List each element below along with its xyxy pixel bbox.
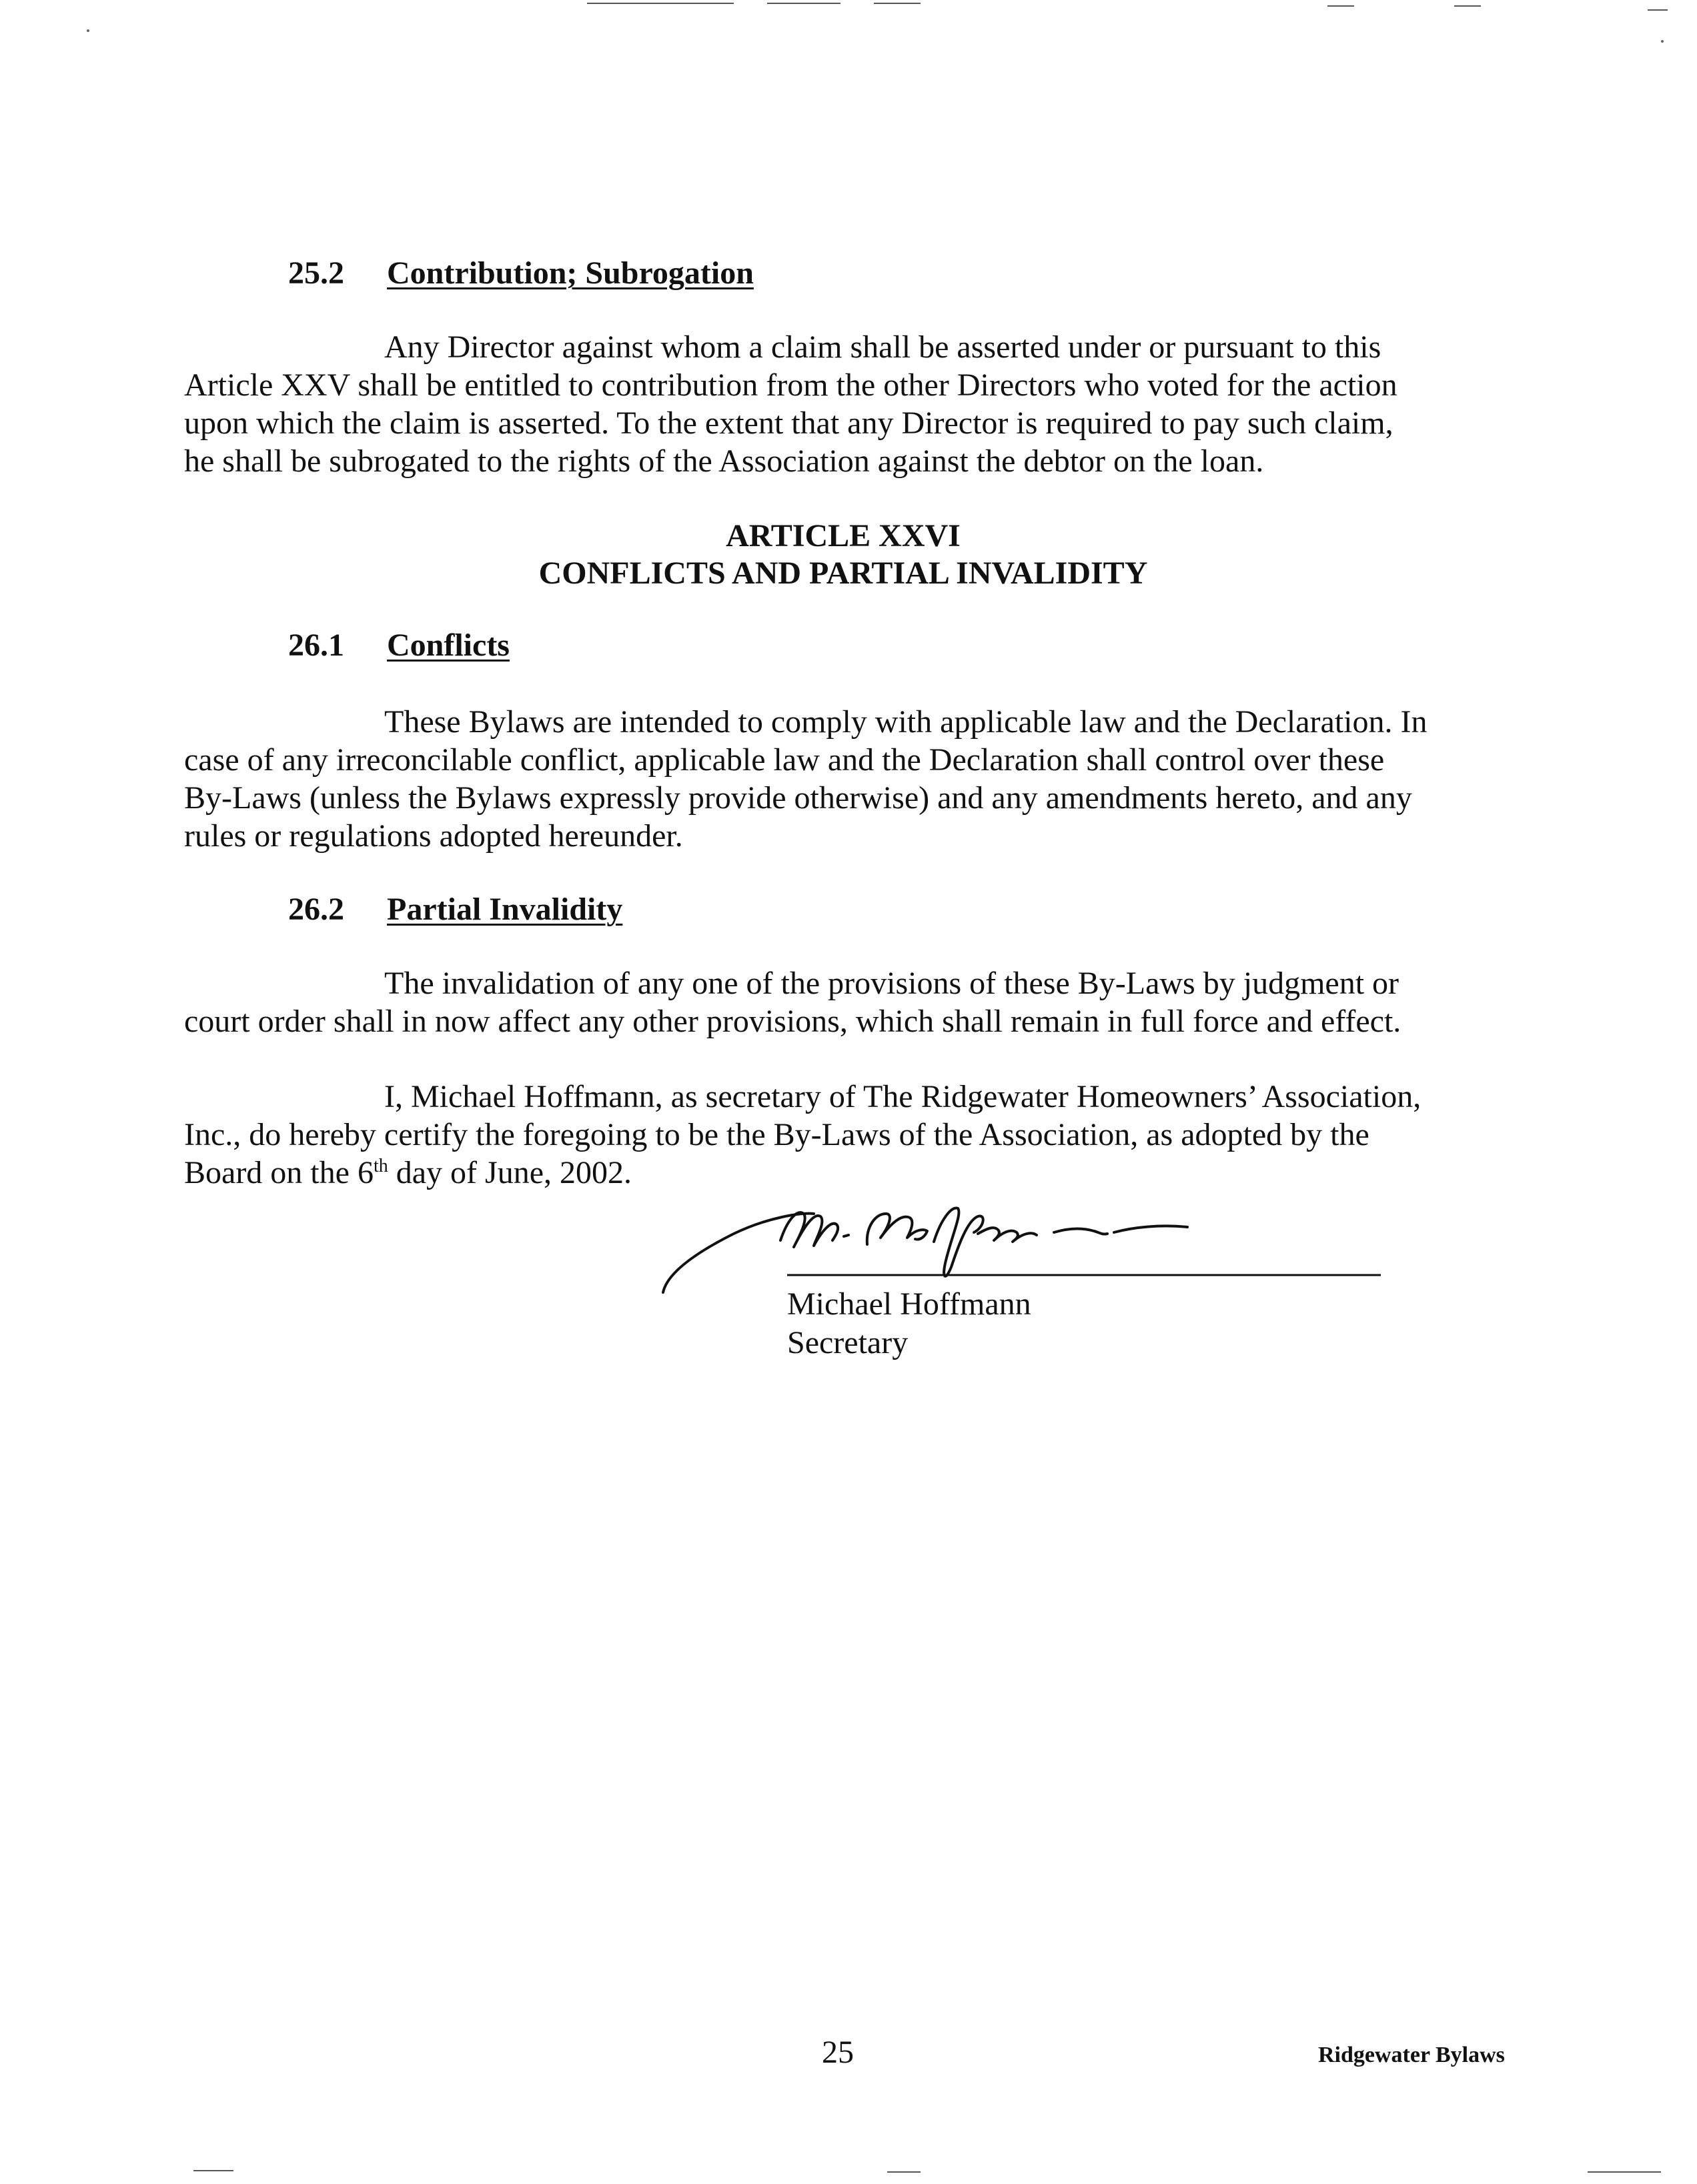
paragraph-line: court order shall in now affect any other provisions, which shall remain in full force and effect. [184, 1004, 1401, 1039]
signer-title: Secretary [787, 1325, 909, 1360]
scan-artifact [1661, 40, 1664, 43]
section-number: 26.1 [288, 628, 344, 663]
scan-artifact [1588, 2171, 1661, 2173]
article-title: CONFLICTS AND PARTIAL INVALIDITY [538, 556, 1148, 591]
handwritten-signature [654, 1194, 1428, 1294]
signature-block [654, 1194, 1428, 1394]
paragraph-line: Board on the 6th day of June, 2002. [184, 1155, 632, 1190]
footer-document-name: Ridgewater Bylaws [1318, 2043, 1505, 2067]
article-label: ARTICLE XXVI [726, 518, 961, 554]
paragraph-line: By-Laws (unless the Bylaws expressly provide otherwise) and any amendments hereto, and any [184, 780, 1412, 816]
scan-artifact [767, 3, 840, 4]
paragraph-line: These Bylaws are intended to comply with applicable law and the Declaration. In [384, 704, 1428, 740]
paragraph-line: Any Director against whom a claim shall be asserted under or pursuant to this [384, 329, 1381, 365]
paragraph-contribution [184, 328, 1485, 480]
section-title: Conflicts [387, 628, 510, 663]
scan-artifact [587, 3, 734, 4]
paragraph-line: he shall be subrogated to the rights of the Association against the debtor on the loan. [184, 443, 1264, 479]
scan-artifact [1454, 5, 1481, 7]
certification-paragraph [184, 1078, 1485, 1192]
paragraph-line: rules or regulations adopted hereunder. [184, 818, 683, 854]
scan-artifact [887, 2171, 921, 2173]
page-number: 25 [822, 2035, 854, 2070]
scan-artifact [1327, 5, 1354, 7]
paragraph-line: upon which the claim is asserted. To the extent that any Director is required to pay such claim, [184, 405, 1393, 441]
paragraph-line: The invalidation of any one of the provisions of these By-Laws by judgment or [384, 966, 1399, 1001]
section-title: Contribution; Subrogation [387, 255, 754, 291]
paragraph-line: Article XXV shall be entitled to contribution from the other Directors who voted for the action [184, 367, 1397, 403]
section-title: Partial Invalidity [387, 892, 623, 927]
article-heading [0, 517, 1697, 592]
scan-artifact [874, 3, 921, 4]
scan-artifact [87, 29, 89, 32]
paragraph-partial-invalidity [184, 964, 1485, 1040]
section-number: 26.2 [288, 892, 344, 927]
scan-artifact [1648, 9, 1668, 11]
paragraph-line: case of any irreconcilable conflict, applicable law and the Declaration shall control over these [184, 742, 1385, 778]
paragraph-line: I, Michael Hoffmann, as secretary of The Ridgewater Homeowners’ Association, [384, 1079, 1422, 1114]
paragraph-line: Inc., do hereby certify the foregoing to be the By-Laws of the Association, as adopted by the [184, 1117, 1369, 1152]
section-number: 25.2 [288, 255, 344, 291]
signer-name: Michael Hoffmann [787, 1286, 1031, 1322]
scan-artifact [193, 2170, 233, 2171]
paragraph-conflicts [184, 703, 1485, 855]
